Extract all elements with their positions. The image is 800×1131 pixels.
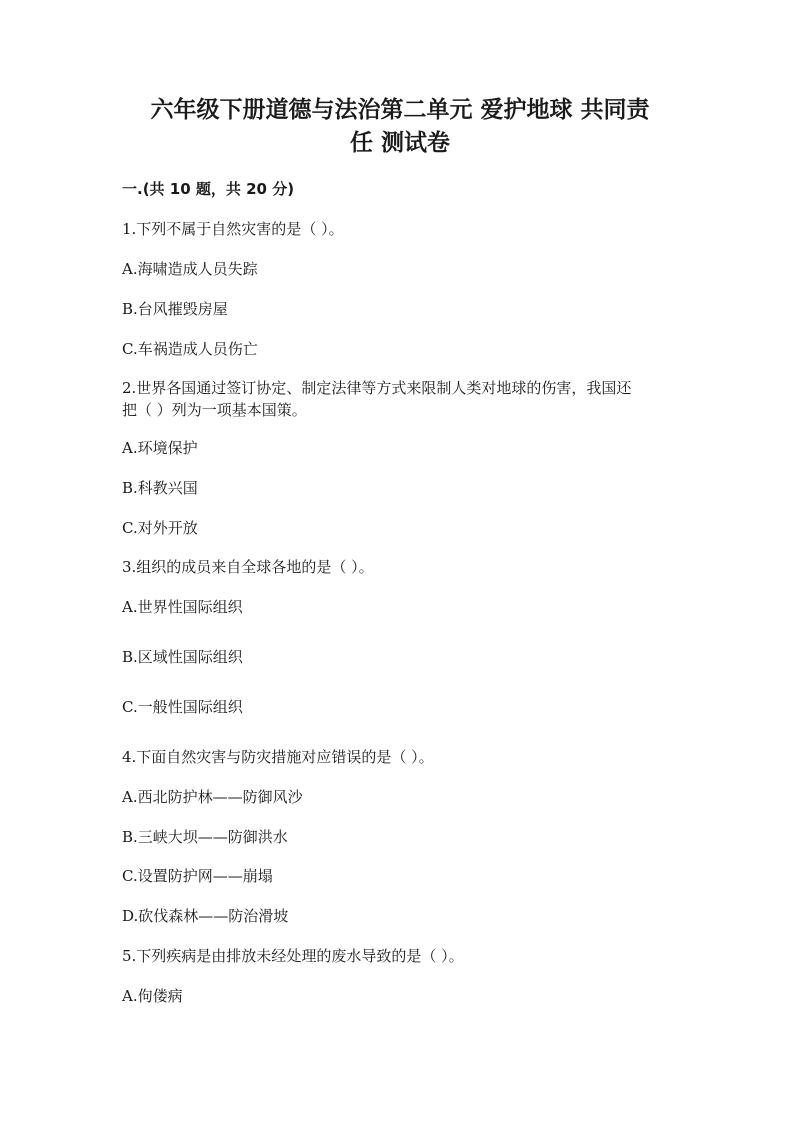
- question-4-option-b: B.三峡大坝——防御洪水: [122, 828, 288, 846]
- section-header: 一.(共 10 题，共 20 分): [122, 180, 295, 198]
- question-2-option-b: B.科教兴国: [122, 479, 198, 497]
- question-2-option-c: C.对外开放: [122, 519, 198, 537]
- question-4-option-d: D.砍伐森林——防治滑坡: [122, 907, 289, 925]
- question-5-option-a: A.佝偻病: [122, 987, 183, 1005]
- question-2-stem-line-2: 把（ ）列为一项基本国策。: [122, 401, 307, 419]
- question-3-option-b: B.区域性国际组织: [122, 648, 243, 666]
- question-1-option-a: A.海啸造成人员失踪: [122, 260, 258, 278]
- question-3-stem: 3.组织的成员来自全球各地的是（ ）。: [122, 558, 374, 576]
- title-line-2: 任 测试卷: [349, 130, 450, 156]
- question-3-option-c: C.一般性国际组织: [122, 698, 243, 716]
- title-line-1: 六年级下册道德与法治第二单元 爱护地球 共同责: [150, 97, 650, 123]
- question-2-stem-line-1: 2.世界各国通过签订协定、制定法律等方式来限制人类对地球的伤害，我国还: [122, 379, 632, 397]
- question-1-option-c: C.车祸造成人员伤亡: [122, 340, 258, 358]
- question-4-option-a: A.西北防护林——防御风沙: [122, 788, 303, 806]
- question-4-option-c: C.设置防护网——崩塌: [122, 867, 273, 885]
- question-5-stem: 5.下列疾病是由排放未经处理的废水导致的是（ ）。: [122, 947, 464, 965]
- question-4-stem: 4.下面自然灾害与防灾措施对应错误的是（ ）。: [122, 748, 434, 766]
- page-title: [60, 94, 740, 160]
- question-3-option-a: A.世界性国际组织: [122, 598, 243, 616]
- question-1-option-b: B.台风摧毁房屋: [122, 300, 228, 318]
- question-1-stem: 1.下列不属于自然灾害的是（ ）。: [122, 220, 344, 238]
- question-2-option-a: A.环境保护: [122, 439, 198, 457]
